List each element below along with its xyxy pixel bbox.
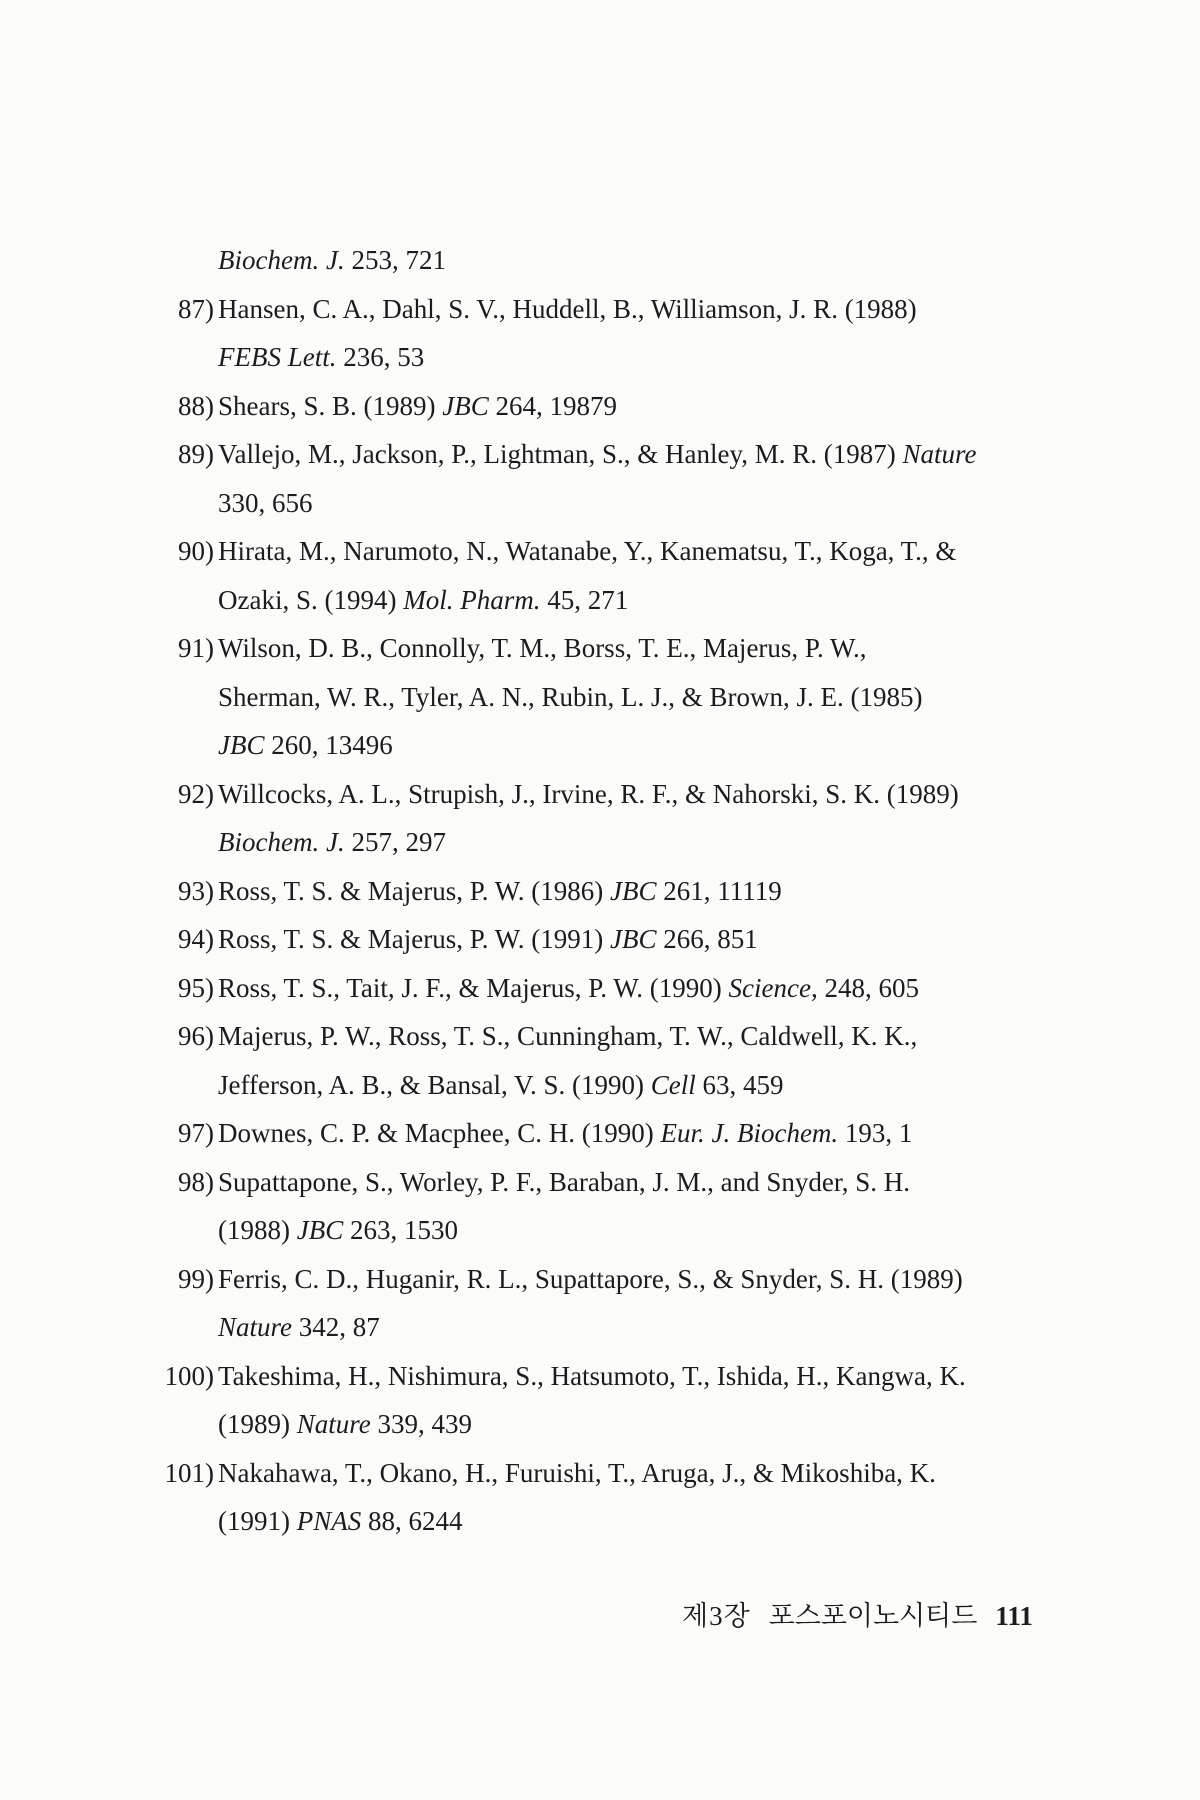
citation-text: Wilson, D. B., Connolly, T. M., Borss, T. E., Majerus, P. W.,: [218, 633, 867, 663]
journal-name: Nature: [218, 1312, 292, 1342]
citation-text: 261, 11119: [656, 875, 782, 906]
journal-name: JBC: [218, 730, 265, 760]
journal-name: Science,: [728, 972, 818, 1003]
citation-text: 263, 1530: [343, 1215, 458, 1245]
reference-line: [218, 1255, 1058, 1304]
reference-item: [158, 430, 1058, 527]
reference-line: [218, 1109, 1058, 1158]
journal-name: Cell: [650, 1069, 696, 1100]
reference-item: [158, 915, 1058, 964]
reference-continuation: [158, 236, 1058, 285]
reference-item: [158, 867, 1058, 916]
reference-number: 88): [178, 390, 214, 421]
reference-line: [218, 624, 1058, 673]
reference-item: [158, 1255, 1058, 1352]
citation-text: Sherman, W. R., Tyler, A. N., Rubin, L. J., & Brown, J. E. (1985): [218, 681, 923, 712]
citation-text: Willcocks, A. L., Strupish, J., Irvine, R. F., & Nahorski, S. K. (1989): [218, 778, 959, 809]
reference-number: 101): [164, 1457, 214, 1488]
citation-text: Shears, S. B. (1989): [218, 390, 443, 421]
journal-name: FEBS Lett.: [218, 342, 337, 372]
journal-name: JBC: [296, 1215, 344, 1245]
citation-text: Jefferson, A. B., & Bansal, V. S. (1990): [218, 1069, 651, 1100]
reference-line: [218, 915, 1058, 964]
reference-item: [158, 770, 1058, 867]
page-footer: [682, 1594, 1033, 1633]
reference-line: [218, 721, 1058, 770]
reference-line: [218, 1497, 1058, 1546]
citation-text: 248, 605: [817, 972, 919, 1003]
reference-line: [218, 1158, 1058, 1207]
citation-text: Takeshima, H., Nishimura, S., Hatsumoto, T., Ishida, H., Kangwa, K.: [218, 1360, 966, 1391]
reference-item: [158, 382, 1058, 431]
citation-text: Ross, T. S. & Majerus, P. W. (1986): [218, 875, 611, 906]
citation-text: Hansen, C. A., Dahl, S. V., Huddell, B., Williamson, J. R. (1988): [218, 293, 917, 324]
citation-text: Supattapone, S., Worley, P. F., Baraban, J. M., and Snyder, S. H.: [218, 1166, 911, 1197]
reference-item: [158, 624, 1058, 770]
reference-number: 93): [178, 875, 214, 906]
citation-text: 257, 297: [344, 827, 446, 857]
reference-number: 94): [178, 924, 214, 954]
chapter-title: 포스포이노시티드: [768, 1601, 978, 1631]
citation-text: 266, 851: [656, 924, 758, 954]
reference-number: 95): [178, 972, 214, 1003]
citation-text: 342, 87: [292, 1312, 380, 1342]
citation-text: 45, 271: [540, 584, 629, 615]
journal-name: Biochem. J.: [218, 245, 345, 275]
reference-item: [158, 1158, 1058, 1255]
citation-text: (1988): [218, 1215, 297, 1245]
reference-number: 97): [178, 1118, 214, 1148]
page-number: 111: [995, 1601, 1033, 1631]
reference-item: [158, 1449, 1058, 1546]
journal-name: Biochem. J.: [218, 827, 345, 857]
reference-line: [218, 1400, 1058, 1449]
reference-line: [218, 1449, 1058, 1498]
citation-text: 63, 459: [695, 1069, 784, 1100]
reference-number: 98): [178, 1166, 214, 1197]
reference-line: [218, 867, 1058, 916]
reference-line: [218, 1061, 1058, 1110]
reference-line: [218, 527, 1058, 576]
journal-name: Eur. J. Biochem.: [660, 1118, 839, 1148]
citation-text: 339, 439: [370, 1409, 472, 1439]
citation-text: Downes, C. P. & Macphee, C. H. (1990): [218, 1118, 661, 1148]
reference-item: [158, 1109, 1058, 1158]
citation-text: 193, 1: [838, 1118, 913, 1148]
citation-text: Ross, T. S., Tait, J. F., & Majerus, P. W. (1990): [218, 972, 729, 1003]
reference-line: [218, 964, 1058, 1013]
journal-name: Mol. Pharm.: [403, 584, 541, 615]
reference-line: [218, 770, 1058, 819]
citation-text: Vallejo, M., Jackson, P., Lightman, S., & Hanley, M. R. (1987): [218, 439, 903, 469]
citation-text: 330, 656: [218, 487, 313, 518]
journal-name: Nature: [902, 439, 977, 469]
citation-text: 236, 53: [336, 342, 425, 372]
reference-line: [218, 430, 1058, 479]
journal-name: JBC: [610, 924, 657, 954]
reference-line: [218, 333, 1058, 382]
reference-line: [218, 818, 1058, 867]
reference-item: [158, 1352, 1058, 1449]
reference-number: 92): [178, 778, 214, 809]
citation-text: Nakahawa, T., Okano, H., Furuishi, T., Aruga, J., & Mikoshiba, K.: [218, 1457, 936, 1488]
reference-number: 91): [178, 633, 214, 663]
reference-item: [158, 964, 1058, 1013]
citation-text: (1991): [218, 1506, 297, 1536]
reference-line: [218, 479, 1058, 528]
citation-text: Ross, T. S. & Majerus, P. W. (1991): [218, 924, 611, 954]
journal-name: PNAS: [296, 1506, 362, 1536]
reference-number: 96): [178, 1021, 214, 1051]
reference-line: [218, 1206, 1058, 1255]
reference-line: [218, 1352, 1058, 1401]
reference-item: [158, 285, 1058, 382]
journal-name: JBC: [610, 875, 657, 906]
reference-line: [218, 1012, 1058, 1061]
citation-text: Majerus, P. W., Ross, T. S., Cunningham, T. W., Caldwell, K. K.,: [218, 1021, 918, 1051]
reference-item: [158, 1012, 1058, 1109]
reference-line: [218, 673, 1058, 722]
citation-text: Hirata, M., Narumoto, N., Watanabe, Y., Kanematsu, T., Koga, T., &: [218, 536, 957, 566]
reference-line: [218, 576, 1058, 625]
citation-text: 88, 6244: [361, 1506, 463, 1536]
chapter-label: 제3장: [682, 1601, 751, 1631]
reference-entries: [158, 285, 1058, 1546]
reference-number: 90): [178, 536, 214, 566]
reference-number: 89): [178, 439, 214, 469]
journal-name: JBC: [442, 390, 489, 421]
citation-details: 253, 721: [344, 245, 446, 275]
reference-line: [218, 285, 1058, 334]
reference-number: 87): [178, 293, 214, 324]
citation-text: 264, 19879: [488, 390, 617, 421]
citation-text: (1989): [218, 1409, 297, 1439]
reference-number: 99): [178, 1263, 214, 1294]
citation-text: 260, 13496: [264, 730, 393, 760]
reference-number: 100): [164, 1360, 214, 1391]
reference-line: [218, 1303, 1058, 1352]
reference-list: [158, 236, 1058, 1546]
citation-text: Ozaki, S. (1994): [218, 584, 404, 615]
reference-line: [218, 382, 1058, 431]
citation-text: Ferris, C. D., Huganir, R. L., Supattapore, S., & Snyder, S. H. (1989): [218, 1263, 963, 1294]
journal-name: Nature: [296, 1409, 371, 1439]
reference-item: [158, 527, 1058, 624]
